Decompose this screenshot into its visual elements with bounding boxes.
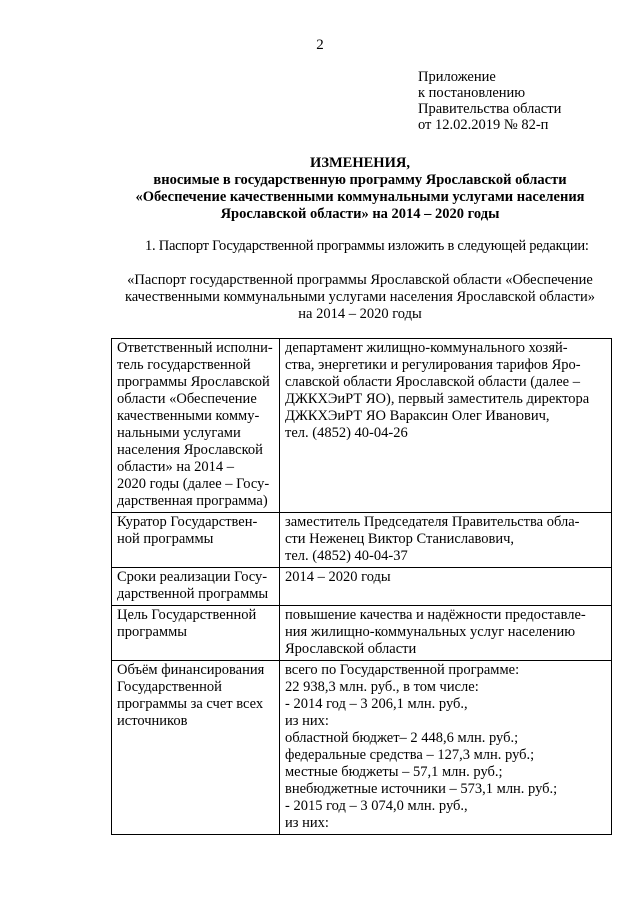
title-line: вносимые в государственную программу Ярославской области (153, 172, 567, 188)
value-line: 2014 – 2020 годы (285, 569, 391, 585)
table-row (112, 339, 612, 513)
value-line: тел. (4852) 40-04-26 (285, 425, 408, 441)
value-line: областной бюджет– 2 448,6 млн. руб.; (285, 730, 519, 746)
passport-table (111, 338, 612, 835)
value-line: местные бюджеты – 57,1 млн. руб.; (285, 764, 503, 780)
label-line: программы (117, 624, 187, 640)
appendix-block (418, 69, 561, 133)
value-line: внебюджетные источники – 573,1 млн. руб.; (285, 781, 558, 797)
value-line: Ярославской области (285, 641, 417, 657)
label-line: Ответственный исполни- (117, 340, 273, 356)
label-line: Цель Государственной (117, 607, 257, 623)
row-value-cell (280, 661, 612, 835)
value-line: департамент жилищно-коммунального хозяй- (285, 340, 568, 356)
row-label-cell (112, 661, 280, 835)
label-line: дарственная программа) (117, 493, 268, 509)
value-line: повышение качества и надёжности предоставле- (285, 607, 586, 623)
passport-title-line: качественными коммунальными услугами населения Ярославской области» (124, 289, 596, 305)
value-line: - 2015 год – 3 074,0 млн. руб., (285, 798, 468, 814)
intro-paragraph: 1. Паспорт Государственной программы изложить в следующей редакции: (145, 238, 589, 254)
passport-title-line: «Паспорт государственной программы Ярославской области «Обеспечение (127, 272, 593, 288)
row-label-cell (112, 606, 280, 661)
label-line: области» на 2014 – (117, 459, 235, 475)
table-row (112, 568, 612, 606)
label-line: нальными услугами (117, 425, 241, 441)
document-title (60, 155, 640, 223)
label-line: качественными комму- (117, 408, 260, 424)
row-label-cell (112, 513, 280, 568)
label-line: Государственной (117, 679, 222, 695)
label-line: ной программы (117, 531, 214, 547)
appendix-line: Приложение (418, 69, 496, 85)
label-line: источников (117, 713, 188, 729)
title-line: ИЗМЕНЕНИЯ, (310, 155, 410, 171)
value-line: ДЖКХЭиРТ ЯО), первый заместитель директора (285, 391, 590, 407)
label-line: области «Обеспечение (117, 391, 257, 407)
passport-title-line: на 2014 – 2020 годы (298, 306, 422, 322)
row-value-cell (280, 568, 612, 606)
value-line: сти Неженец Виктор Станиславович, (285, 531, 515, 547)
value-line: - 2014 год – 3 206,1 млн. руб., (285, 696, 468, 712)
title-line: «Обеспечение качественными коммунальными услугами населения (135, 189, 585, 205)
value-line: из них: (285, 815, 329, 831)
value-line: ДЖКХЭиРТ ЯО Вараксин Олег Иванович, (285, 408, 550, 424)
value-line: ства, энергетики и регулирования тарифов Яро- (285, 357, 581, 373)
value-line: заместитель Председателя Правительства обла- (285, 514, 580, 530)
label-line: программы Ярославской (117, 374, 270, 390)
label-line: населения Ярославской (117, 442, 263, 458)
appendix-line: Правительства области (418, 101, 562, 117)
table-row (112, 606, 612, 661)
label-line: Куратор Государствен- (117, 514, 258, 530)
table-row (112, 661, 612, 835)
appendix-line: от 12.02.2019 № 82-п (418, 117, 549, 133)
label-line: Сроки реализации Госу- (117, 569, 268, 585)
row-value-cell (280, 339, 612, 513)
row-value-cell (280, 513, 612, 568)
table-row (112, 513, 612, 568)
value-line: всего по Государственной программе: (285, 662, 520, 678)
value-line: ния жилищно-коммунальных услуг населению (285, 624, 576, 640)
row-value-cell (280, 606, 612, 661)
label-line: дарственной программы (117, 586, 269, 602)
row-label-cell (112, 339, 280, 513)
label-line: 2020 годы (далее – Госу- (117, 476, 270, 492)
value-line: славской области Ярославской области (далее – (285, 374, 580, 390)
value-line: из них: (285, 713, 329, 729)
label-line: программы за счет всех (117, 696, 264, 712)
label-line: Объём финансирования (117, 662, 265, 678)
label-line: тель государственной (117, 357, 251, 373)
appendix-line: к постановлению (418, 85, 526, 101)
page-number: 2 (316, 37, 324, 53)
passport-title (60, 272, 640, 323)
value-line: федеральные средства – 127,3 млн. руб.; (285, 747, 535, 763)
value-line: 22 938,3 млн. руб., в том числе: (285, 679, 479, 695)
value-line: тел. (4852) 40-04-37 (285, 548, 408, 564)
title-line: Ярославской области» на 2014 – 2020 годы (220, 206, 500, 222)
row-label-cell (112, 568, 280, 606)
